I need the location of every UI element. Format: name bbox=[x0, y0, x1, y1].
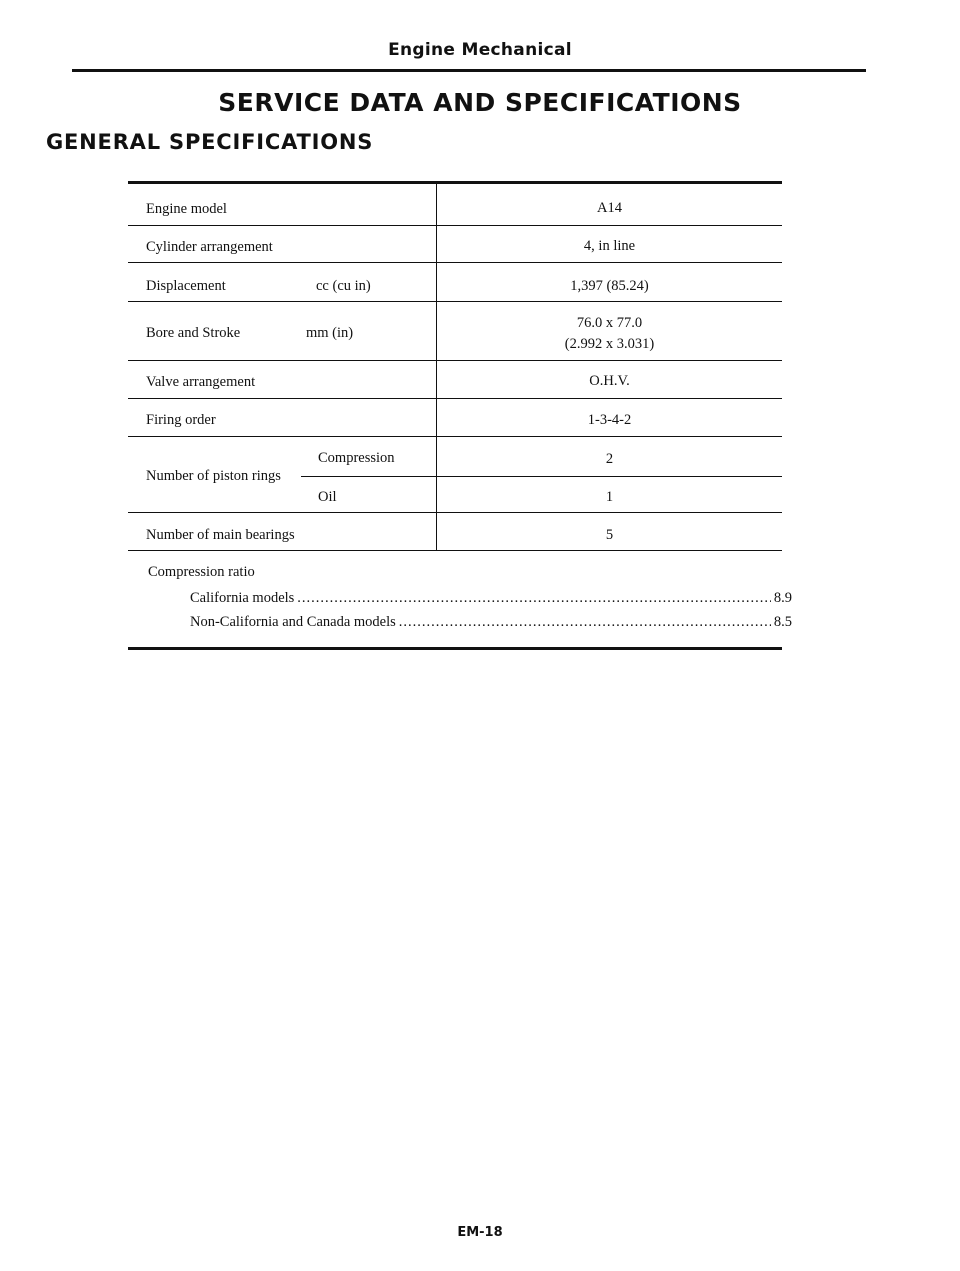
bore-stroke-value-imperial: (2.992 x 3.031) bbox=[564, 336, 655, 352]
piston-rings-label: Number of piston rings bbox=[146, 468, 281, 484]
cylinder-arrangement-value: 4, in line bbox=[583, 238, 636, 254]
compression-ratio-non-california bbox=[190, 614, 792, 631]
row-divider bbox=[128, 262, 782, 263]
main-bearings-label: Number of main bearings bbox=[146, 527, 295, 543]
non-california-value: 8.5 bbox=[773, 614, 792, 630]
firing-order-label: Firing order bbox=[146, 412, 216, 428]
dot-leader bbox=[297, 590, 771, 607]
section-title: GENERAL SPECIFICATIONS bbox=[46, 130, 374, 154]
sub-row-divider bbox=[301, 476, 782, 477]
main-bearings-value: 5 bbox=[605, 527, 614, 543]
valve-arrangement-label: Valve arrangement bbox=[146, 374, 256, 390]
firing-order-value: 1-3-4-2 bbox=[587, 412, 632, 428]
california-value: 8.9 bbox=[773, 590, 792, 606]
displacement-unit: cc (cu in) bbox=[316, 278, 371, 294]
row-divider bbox=[128, 512, 782, 513]
valve-arrangement-value: O.H.V. bbox=[589, 373, 630, 389]
bore-stroke-unit: mm (in) bbox=[306, 325, 354, 341]
bore-stroke-label: Bore and Stroke bbox=[146, 325, 241, 341]
non-california-label: Non-California and Canada models bbox=[190, 614, 396, 630]
piston-rings-oil-value: 1 bbox=[605, 489, 614, 505]
row-divider bbox=[128, 301, 782, 302]
page-number: EM-18 bbox=[457, 1225, 503, 1240]
displacement-value: 1,397 (85.24) bbox=[570, 278, 649, 294]
row-divider bbox=[128, 398, 782, 399]
california-label: California models bbox=[190, 590, 295, 606]
row-divider bbox=[128, 225, 782, 226]
cylinder-arrangement-label: Cylinder arrangement bbox=[146, 239, 273, 255]
engine-model-value: A14 bbox=[597, 200, 622, 216]
row-divider bbox=[128, 360, 782, 361]
engine-model-label: Engine model bbox=[146, 201, 227, 217]
page-title: SERVICE DATA AND SPECIFICATIONS bbox=[218, 88, 742, 117]
compression-ratio-california bbox=[190, 590, 792, 607]
dot-leader bbox=[399, 614, 771, 631]
row-divider bbox=[128, 436, 782, 437]
page-header: Engine Mechanical bbox=[388, 40, 572, 60]
piston-rings-oil-label: Oil bbox=[318, 489, 337, 505]
piston-rings-compression-label: Compression bbox=[318, 450, 395, 466]
piston-rings-compression-value: 2 bbox=[605, 451, 614, 467]
table-top-rule bbox=[128, 181, 782, 184]
compression-ratio-label: Compression ratio bbox=[148, 564, 255, 580]
displacement-label: Displacement bbox=[146, 278, 226, 294]
table-bottom-rule bbox=[128, 550, 782, 551]
bore-stroke-value-metric: 76.0 x 77.0 bbox=[576, 315, 643, 331]
section-bottom-rule bbox=[128, 647, 782, 650]
header-rule bbox=[72, 69, 866, 72]
